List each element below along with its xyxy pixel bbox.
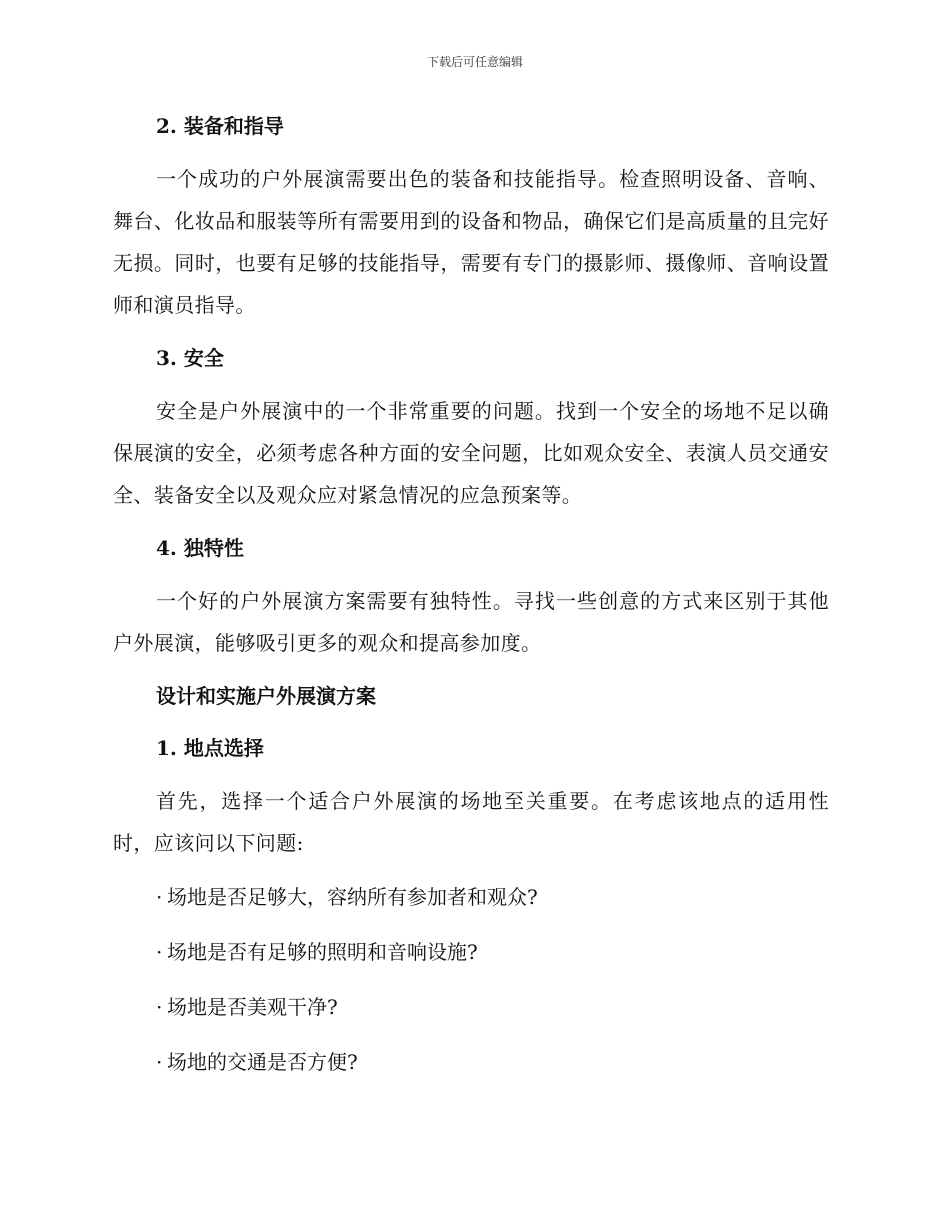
bullet-text: 场地是否足够大，容纳所有参加者和观众? xyxy=(167,885,538,909)
bullet-text: 场地是否美观干净? xyxy=(167,995,338,1019)
section-paragraph-equipment: 一个成功的户外展演需要出色的装备和技能指导。检查照明设备、音响、舞台、化妆品和服装等所有需要用到的设备和物品，确保它们是高质量的且完好无损。同时，也要有足够的技能指导，需要有专门的摄影师、摄像师、音响设置师和演员指导。 xyxy=(113,167,829,317)
bullet-text: 场地的交通是否方便? xyxy=(167,1050,358,1074)
document-body xyxy=(113,106,829,1096)
bullet-text: 场地是否有足够的照明和音响设施? xyxy=(167,940,478,964)
bullet-dot: · xyxy=(156,1050,163,1074)
design-subheading-location: 1. 地点选择 xyxy=(156,736,264,760)
bullet-dot: · xyxy=(156,995,163,1019)
bullet-item xyxy=(113,986,829,1028)
bullet-item xyxy=(113,1041,829,1083)
section-paragraph-safety: 安全是户外展演中的一个非常重要的问题。找到一个安全的场地不足以确保展演的安全，必须考虑各种方面的安全问题，比如观众安全、表演人员交通安全、装备安全以及观众应对紧急情况的应急预案等。 xyxy=(113,399,829,507)
section-heading-uniqueness: 4. 独特性 xyxy=(156,536,244,560)
bullet-item xyxy=(113,931,829,973)
bullet-item xyxy=(113,876,829,918)
page-header-note: 下载后可任意编辑 xyxy=(426,55,523,69)
section-heading-equipment: 2. 装备和指导 xyxy=(156,114,284,138)
bullet-dot: · xyxy=(156,940,163,964)
section-heading-safety: 3. 安全 xyxy=(156,346,224,370)
bullet-dot: · xyxy=(156,885,163,909)
design-title: 设计和实施户外展演方案 xyxy=(156,684,376,708)
design-paragraph-location: 首先，选择一个适合户外展演的场地至关重要。在考虑该地点的适用性时，应该问以下问题: xyxy=(113,789,829,855)
section-paragraph-uniqueness: 一个好的户外展演方案需要有独特性。寻找一些创意的方式来区别于其他户外展演，能够吸引更多的观众和提高参加度。 xyxy=(113,589,829,655)
